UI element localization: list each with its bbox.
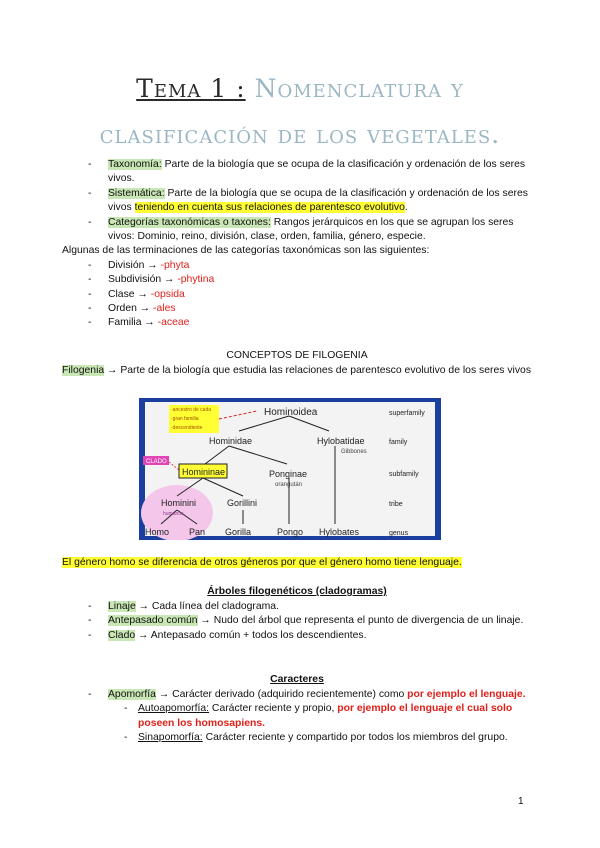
definition-text: Carácter reciente y propio, bbox=[209, 703, 338, 715]
definition-text: Rangos jerárquicos en los que se agrupan los seres vivos: Dominio, reino, división, clase, orden, familia, género, especie. bbox=[108, 216, 514, 243]
example-red: por ejemplo el lenguaje bbox=[407, 689, 523, 700]
note-orangutan: orangután bbox=[275, 482, 303, 488]
phylogeny-diagram bbox=[139, 398, 441, 540]
rank-tribe: tribe bbox=[389, 501, 403, 508]
caracteres-heading: Caracteres bbox=[270, 674, 324, 685]
homo-note bbox=[62, 556, 532, 570]
note-humanos: humanos bbox=[163, 511, 184, 517]
list-item: - Sistemática: Parte de la biología que se ocupa de la clasificación y ordenación de los seres vivos teniendo en cuenta sus relaciones de parentesco evolutivo. bbox=[88, 187, 528, 214]
termination-suffix: -phytina bbox=[177, 274, 215, 286]
list-item: - Autoapomorfía: Carácter reciente y propio, por ejemplo el lenguaje el cual solo poseen los homosapiens. bbox=[124, 703, 513, 729]
termination-suffix: -opsida bbox=[150, 288, 185, 300]
node-hominoidea: Hominoidea bbox=[264, 407, 318, 418]
genus-homo: Homo bbox=[145, 527, 170, 537]
definition-text: → Cada línea del cladograma. bbox=[135, 601, 279, 612]
list-item: - Antepasado común → Nudo del árbol que representa el punto de divergencia de un linaje. bbox=[88, 615, 524, 627]
rank-genus: genus bbox=[389, 530, 409, 537]
note-line-1: ·ancestro de cada bbox=[171, 407, 212, 413]
rank-subfamily: subfamily bbox=[389, 471, 419, 478]
note-line-3: ·descendiente bbox=[171, 425, 203, 431]
term-linaje: Linaje bbox=[108, 601, 136, 612]
example-end: . bbox=[522, 689, 526, 700]
page-title bbox=[60, 66, 540, 158]
example-red: por ejemplo el lenguaje el cual solo poseen los homosapiens bbox=[138, 703, 513, 729]
termination-suffix: -phyta bbox=[160, 259, 190, 271]
rank-superfamily: superfamily bbox=[389, 410, 425, 417]
termination-label: Subdivisión → bbox=[108, 274, 178, 286]
rank-family: family bbox=[389, 439, 408, 446]
termination-suffix: -aceae bbox=[157, 317, 190, 329]
list-item: - Clase → -opsida bbox=[88, 288, 185, 300]
definition-text: → Antepasado común + todos los descendientes. bbox=[135, 629, 367, 641]
term-sinapomorfia: Sinapomorfía: bbox=[138, 732, 203, 744]
genus-pongo: Pongo bbox=[277, 527, 304, 537]
filogenia-definition bbox=[62, 364, 532, 378]
definition-text: → Nudo del árbol que representa el punto de divergencia de un linaje. bbox=[197, 615, 524, 627]
definitions-list bbox=[62, 158, 532, 331]
definition-text: Parte de la biología que se ocupa de la clasificación y ordenación de los seres vivos bbox=[108, 187, 528, 214]
list-item: - Clado → Antepasado común + todos los descendientes. bbox=[88, 629, 367, 641]
termination-label: Orden → bbox=[108, 303, 154, 315]
node-hominidae: Hominidae bbox=[209, 436, 253, 446]
node-homininae: Homininae bbox=[182, 467, 226, 477]
list-item: - Sinapomorfía: Carácter reciente y compartido por todos los miembros del grupo. bbox=[124, 732, 508, 744]
definition-tail: . bbox=[404, 202, 408, 214]
term-filogenia: Filogenia bbox=[62, 365, 105, 376]
term-taxonomia: Taxonomía: bbox=[108, 159, 162, 170]
definition-text: Parte de la biología que se ocupa de la clasificación y ordenación de los seres vivos. bbox=[108, 159, 526, 185]
list-item: - Linaje → Cada línea del cladograma. bbox=[88, 601, 279, 612]
highlight-text: teniendo en cuenta sus relaciones de parentesco evolutivo bbox=[134, 202, 405, 214]
clado-tag-label: CLADO bbox=[146, 459, 167, 465]
genus-hylobates: Hylobates bbox=[319, 527, 360, 537]
list-item: - División → -phyta bbox=[88, 259, 190, 271]
node-gorillini: Gorillini bbox=[227, 498, 258, 508]
list-item: - Orden → -ales bbox=[88, 303, 176, 315]
title-part1: Tema 1 : bbox=[136, 74, 246, 103]
termination-label: Familia → bbox=[108, 317, 158, 329]
termination-label: Clase → bbox=[108, 288, 151, 300]
list-item: - Apomorfía → Carácter derivado (adquirido recientemente) como por ejemplo el lenguaje. bbox=[88, 689, 526, 700]
genus-pan: Pan bbox=[189, 527, 206, 537]
note-line-2: ·gran familia bbox=[171, 416, 199, 422]
term-autoapomorfia: Autoapomorfía: bbox=[138, 703, 210, 715]
list-item: - Familia → -aceae bbox=[88, 317, 190, 329]
termination-label: División → bbox=[108, 259, 161, 271]
caracteres-list bbox=[62, 688, 532, 746]
node-hominini: Hominini bbox=[161, 498, 197, 508]
term-clado: Clado bbox=[108, 629, 136, 641]
termination-suffix: -ales bbox=[153, 303, 176, 315]
filogenia-heading: CONCEPTOS DE FILOGENIA bbox=[226, 350, 368, 361]
arboles-list bbox=[62, 600, 532, 643]
node-hylobatidae: Hylobatidae bbox=[317, 436, 365, 446]
definition-text: → Parte de la biología que estudia las relaciones de parentesco evolutivo de los seres vivos bbox=[104, 365, 532, 376]
term-sistematica: Sistemática: bbox=[108, 187, 165, 199]
genus-gorilla: Gorilla bbox=[225, 527, 252, 537]
node-ponginae: Ponginae bbox=[269, 469, 308, 479]
definition-text: Carácter reciente y compartido por todos los miembros del grupo. bbox=[202, 732, 508, 744]
term-apomorfia: Apomorfía bbox=[108, 689, 156, 700]
homo-note-text: El género homo se diferencia de otros géneros por que el género homo tiene lenguaje. bbox=[62, 557, 462, 568]
terminations-intro: Algunas de las terminaciones de las categorías taxonómicas son las siguientes: bbox=[62, 245, 430, 257]
definition-text: → Carácter derivado (adquirido recientemente) como bbox=[155, 689, 408, 700]
title-part2: Nomenclatura y clasificación de los vegetales. bbox=[99, 74, 501, 149]
term-categorias: Categorías taxonómicas o taxones: bbox=[108, 216, 271, 228]
list-item: - Subdivisión → -phytina bbox=[88, 274, 215, 286]
page-number: 1 bbox=[518, 796, 524, 807]
term-antepasado: Antepasado común bbox=[108, 615, 198, 627]
list-item: - Categorías taxonómicas o taxones: Rangos jerárquicos en los que se agrupan los seres vivos: Dominio, reino, división, clase, orden, familia, género, especie. bbox=[88, 216, 514, 243]
list-item: - Taxonomía: Parte de la biología que se ocupa de la clasificación y ordenación de los seres vivos. bbox=[88, 159, 526, 185]
arboles-heading: Árboles filogenéticos (cladogramas) bbox=[207, 586, 387, 597]
note-gibbones: Gibbones bbox=[341, 449, 367, 455]
example-end: . bbox=[262, 717, 266, 729]
